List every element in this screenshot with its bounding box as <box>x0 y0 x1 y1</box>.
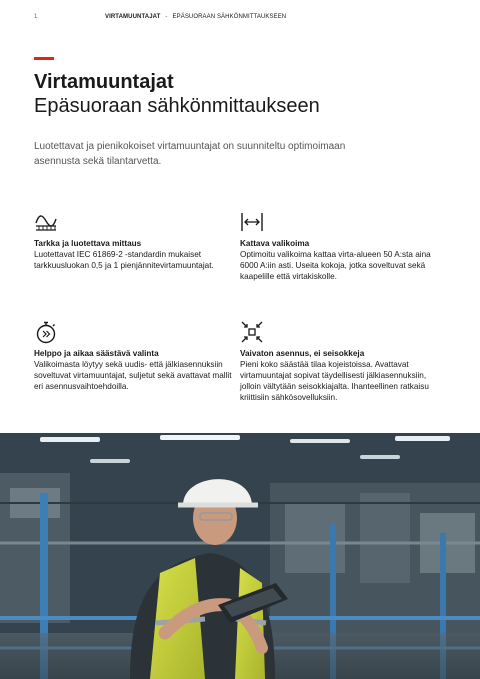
factory-worker-photo <box>0 433 480 679</box>
breadcrumb-section: VIRTAMUUNTAJAT <box>105 14 161 20</box>
intro-paragraph: Luotettavat ja pienikokoiset virtamuuntajat on suunniteltu optimoimaan asennusta sekä tilantarvetta. <box>34 141 346 167</box>
page-header <box>34 14 460 24</box>
breadcrumb-separator: - <box>165 14 168 20</box>
feature-description: Optimoitu valikoima kattaa virta-alueen 50 A:sta aina 6000 A:iin asti. Useita kokoja, jotka soveltuvat sekä kaapelille että virtakiskolle. <box>240 250 431 281</box>
stopwatch-icon <box>34 320 58 344</box>
breadcrumb <box>105 14 286 20</box>
page-title: Virtamuuntajat <box>34 71 174 93</box>
feature-title: Vaivaton asennus, ei seisokkeja <box>240 349 365 358</box>
feature-easy-selection <box>34 320 234 392</box>
photo-illustration <box>0 433 480 679</box>
feature-wide-range <box>240 210 440 282</box>
feature-title: Tarkka ja luotettava mittaus <box>34 239 142 248</box>
feature-description: Valikoimasta löytyy sekä uudis- että jälkiasennuksiin soveltuvat virtamuuntajat, suljetut sekä avattavat mallit eri asennusvaihtoehdoilla. <box>34 360 232 391</box>
feature-description: Luotettavat IEC 61869-2 -standardin mukaiset tarkkuusluokan 0,5 ja 1 pienjännitevirtamuuntajat. <box>34 250 214 270</box>
measurement-wave-icon <box>34 210 58 234</box>
compress-arrows-icon <box>240 320 264 344</box>
accent-bar <box>34 57 54 60</box>
range-arrows-icon <box>240 210 264 234</box>
page-number: 1 <box>34 14 38 20</box>
feature-title: Helppo ja aikaa säästävä valinta <box>34 349 159 358</box>
feature-easy-installation <box>240 320 440 403</box>
feature-accurate-measurement <box>34 210 234 271</box>
feature-title: Kattava valikoima <box>240 239 310 248</box>
page-subtitle: Epäsuoraan sähkönmittaukseen <box>34 95 320 117</box>
feature-description: Pieni koko säästää tilaa kojeistoissa. Avattavat virtamuuntajat sopivat täydellisesti jälkiasennuksiin, jolloin vältytään seisokkiajalta. Ihanteellinen ratkaisu kriittisiin sähkösovelluksiin. <box>240 360 429 402</box>
breadcrumb-subsection: EPÄSUORAAN SÄHKÖNMITTAUKSEEN <box>172 14 287 20</box>
